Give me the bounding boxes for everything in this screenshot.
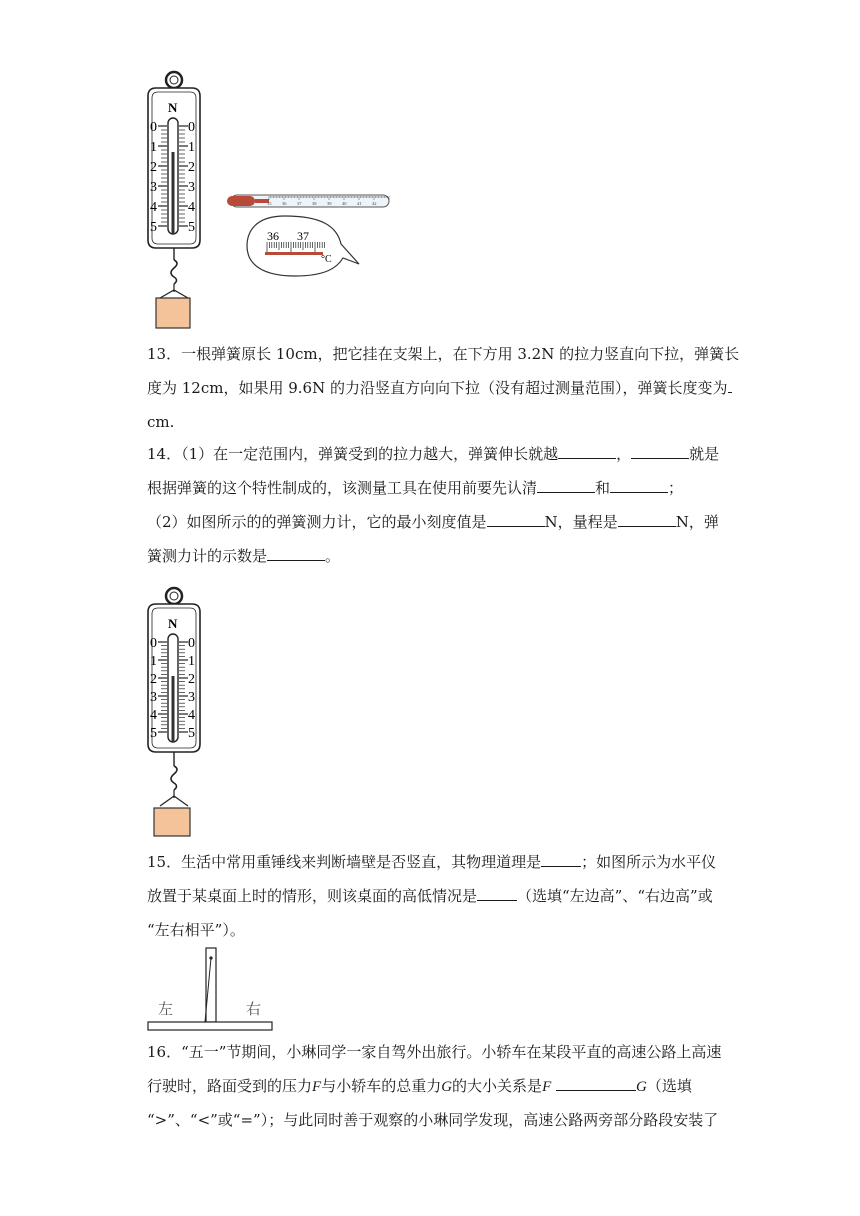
spring-scale-figure-2	[140, 584, 210, 840]
var-G: G	[441, 1079, 453, 1095]
answer-blank[interactable]	[728, 378, 732, 393]
answer-blank[interactable]	[487, 512, 545, 527]
left-tick-label: 1	[150, 140, 157, 155]
right-tick-label: 4	[188, 708, 195, 723]
q15-line-3: “左右相平”）。	[147, 921, 245, 939]
spring-scale-figure-1	[140, 68, 210, 330]
left-tick-label: 5	[150, 220, 157, 235]
q13-line-1: 13．一根弹簧原长 10cm，把它挂在支架上，在下方用 3.2N 的拉力竖直向下拉，弹簧长	[147, 345, 740, 363]
q16-line-3: “>”、“<”或“=”）；与此同时善于观察的小琳同学发现，高速公路两旁部分路段安装了	[147, 1111, 719, 1129]
answer-blank[interactable]	[610, 478, 668, 493]
thermo-number: 35	[267, 201, 272, 206]
q13-line-3: cm.	[147, 413, 175, 431]
left-tick-label: 1	[150, 654, 157, 669]
answer-blank[interactable]	[267, 546, 325, 561]
q14-line-2: 根据弹簧的这个特性制成的，该测量工具在使用前要先认清 和 ；	[147, 479, 684, 497]
q16-line-2: 行驶时，路面受到的压力F与小轿车的总重力G的大小关系是F G（选填	[147, 1077, 692, 1095]
right-tick-label: 2	[188, 672, 195, 687]
right-tick-label: 3	[188, 690, 195, 705]
right-tick-label: 1	[188, 140, 195, 155]
left-tick-label: 3	[150, 180, 157, 195]
answer-blank[interactable]	[631, 444, 689, 459]
right-tick-label: 5	[188, 726, 195, 741]
zoom-label-right: 37	[297, 229, 309, 243]
unit-label: N	[168, 616, 178, 631]
right-tick-label: 5	[188, 220, 195, 235]
left-tick-label: 2	[150, 672, 157, 687]
right-tick-label: 0	[188, 636, 195, 651]
thermo-number: 42	[372, 201, 377, 206]
answer-blank[interactable]	[558, 444, 616, 459]
left-tick-label: 5	[150, 726, 157, 741]
zoom-label-left: 36	[267, 229, 279, 243]
left-tick-label: 0	[150, 120, 157, 135]
q14-line-3: （2）如图所示的的弹簧测力计，它的最小刻度值是 N，量程是 N，弹	[147, 513, 719, 531]
q14-line-4: 簧测力计的示数是 。	[147, 547, 341, 565]
thermo-number: 38	[312, 201, 317, 206]
q14-line-1: 14．（1）在一定范围内，弹簧受到的拉力越大，弹簧伸长就越 ， 就是	[147, 445, 720, 463]
answer-blank[interactable]	[556, 1076, 636, 1091]
thermo-number: 39	[327, 201, 332, 206]
left-tick-label: 3	[150, 690, 157, 705]
unit-celsius: °C	[321, 254, 332, 265]
answer-blank[interactable]	[618, 512, 676, 527]
answer-blank[interactable]	[477, 886, 517, 901]
answer-blank[interactable]	[537, 478, 595, 493]
var-G: G	[636, 1079, 647, 1095]
left-tick-label: 2	[150, 160, 157, 175]
right-tick-label: 0	[188, 120, 195, 135]
thermometer-figure	[225, 188, 395, 280]
weight-block	[156, 298, 190, 328]
right-label: 右	[246, 1002, 262, 1018]
right-tick-label: 2	[188, 160, 195, 175]
q15-line-2: 放置于某桌面上时的情形，则该桌面的高低情况是 （选填“左边高”、“右边高”或	[147, 887, 713, 905]
thermo-number: 37	[297, 201, 302, 206]
right-tick-label: 1	[188, 654, 195, 669]
level-figure	[144, 946, 276, 1032]
thermo-number: 41	[357, 201, 362, 206]
q16-line-1: 16．“五一”节期间，小琳同学一家自驾外出旅行。小轿车在某段平直的高速公路上高速	[147, 1043, 722, 1061]
right-tick-label: 3	[188, 180, 195, 195]
unit-label: N	[168, 100, 178, 115]
weight-block	[154, 808, 190, 836]
answer-blank[interactable]	[541, 852, 581, 867]
left-tick-label: 4	[150, 708, 157, 723]
thermo-number: 36	[282, 201, 287, 206]
right-tick-label: 4	[188, 200, 195, 215]
q15-line-1: 15．生活中常用重锤线来判断墙壁是否竖直，其物理道理是 ；如图所示为水平仪	[147, 853, 717, 871]
var-F: F	[542, 1079, 552, 1095]
var-F: F	[312, 1079, 322, 1095]
left-tick-label: 0	[150, 636, 157, 651]
q13-line-2: 度为 12cm，如果用 9.6N 的力沿竖直方向向下拉（没有超过测量范围），弹簧长度变为	[147, 378, 732, 398]
left-tick-label: 4	[150, 200, 157, 215]
left-label: 左	[158, 1002, 174, 1018]
thermo-number: 40	[342, 201, 347, 206]
